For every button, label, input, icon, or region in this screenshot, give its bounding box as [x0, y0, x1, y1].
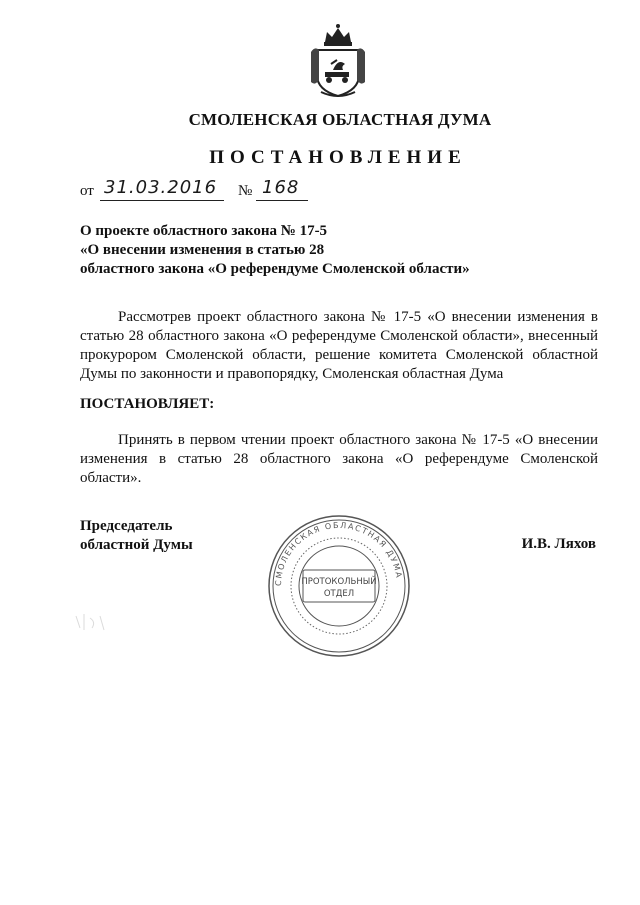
preamble-text: Рассмотрев проект областного закона № 17-5 «О внесении изменения в статью 28 областного закона «О референдуме Смоленской области», внесенный прокурором Смоленской области, решение комитета Смоленской областной Думы по законности и правопорядку, Смоленская областная Дума — [80, 309, 598, 382]
scan-smudge — [72, 610, 112, 634]
official-stamp — [265, 512, 413, 660]
number-prefix: № — [238, 183, 253, 199]
signatory-title — [80, 517, 193, 555]
stamp-ring-text: СМОЛЕНСКАЯ ОБЛАСТНАЯ ДУМА — [273, 520, 404, 587]
subject-line: областного закона «О референдуме Смоленской области» — [80, 261, 470, 277]
date-value: 31.03.2016 — [104, 177, 218, 198]
signatory-title-line: Председатель — [80, 518, 173, 534]
stamp-center-line: ОТДЕЛ — [323, 589, 355, 599]
signatory-title-line: областной Думы — [80, 537, 193, 553]
subject-line: О проекте областного закона № 17-5 — [80, 223, 328, 239]
stamp-center-line: ПРОТОКОЛЬНЫЙ — [301, 577, 377, 587]
number-value: 168 — [262, 177, 300, 198]
resolution-paragraph — [80, 431, 598, 488]
date-underline — [100, 200, 224, 201]
organization-title: СМОЛЕНСКАЯ ОБЛАСТНАЯ ДУМА — [188, 110, 492, 129]
preamble-paragraph — [80, 308, 598, 384]
number-underline — [256, 200, 308, 201]
subject-line: «О внесении изменения в статью 28 — [80, 242, 325, 258]
signatory-name: И.В. Ляхов — [521, 536, 596, 552]
document-type-title: ПОСТАНОВЛЕНИЕ — [209, 147, 467, 168]
date-prefix: от — [80, 183, 94, 199]
coat-of-arms-icon — [307, 20, 369, 100]
resolution-text: Принять в первом чтении проект областного закона № 17-5 «О внесении изменения в статью 28 областного закона «О референдуме Смоленской области». — [80, 432, 598, 486]
resolves-heading: ПОСТАНОВЛЯЕТ: — [80, 396, 215, 412]
document-date-number — [80, 177, 340, 205]
document-subject — [80, 222, 500, 279]
